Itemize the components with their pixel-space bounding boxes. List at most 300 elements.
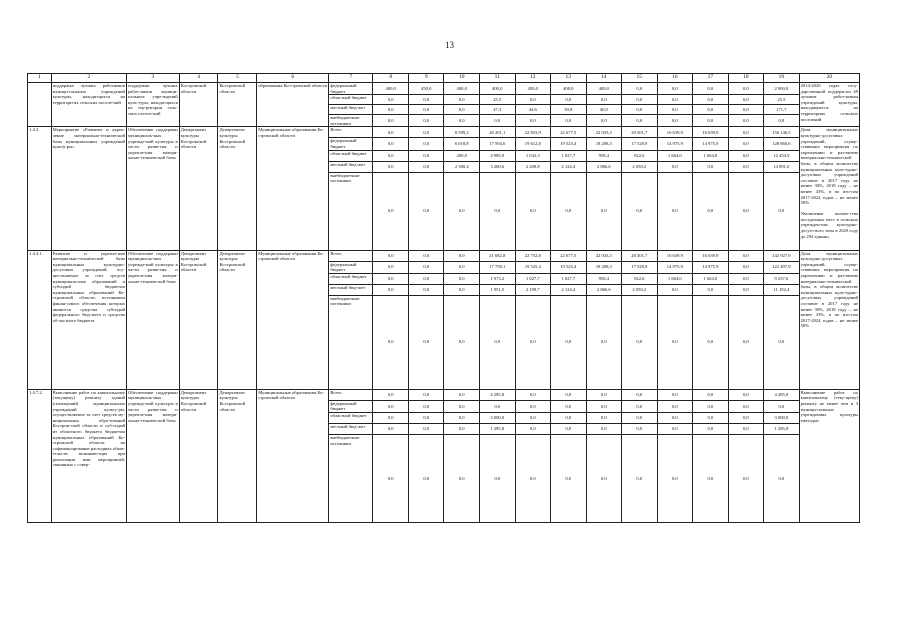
amount-cell: 0,0 <box>693 412 729 423</box>
amount-cell: 0,0 <box>622 389 658 400</box>
amount-cell: 0,0 <box>728 115 764 127</box>
amount-cell: 0,0 <box>373 138 409 150</box>
amount-cell: 0,0 <box>586 172 622 250</box>
amount-cell: 0,0 <box>444 295 480 389</box>
column-number: 16 <box>657 74 693 83</box>
amount-cell: 22 677,5 <box>551 250 587 261</box>
co-executor-cell-text: Департамент культуры Костромской области <box>219 250 246 273</box>
amount-cell: 3 260,6 <box>479 161 515 172</box>
amount-cell: 19 525,4 <box>515 261 551 273</box>
amount-cell: 0,0 <box>444 105 480 115</box>
amount-cell: 0,0 <box>444 115 480 127</box>
amount-cell: 0,0 <box>693 284 729 295</box>
amount-cell: 0,0 <box>764 434 800 522</box>
amount-cell: 6 018,8 <box>444 138 480 150</box>
funding-source-cell: областной бюджет <box>329 412 373 423</box>
amount-cell: 1 285,8 <box>479 423 515 434</box>
amount-cell: 0,0 <box>408 389 444 400</box>
amount-cell: 2 900,0 <box>764 83 800 95</box>
co-executor-cell-text: Костромской области <box>219 83 246 94</box>
amount-cell: 156 146,5 <box>764 127 800 138</box>
amount-cell: 400,0 <box>373 83 409 95</box>
amount-cell: 0,0 <box>408 161 444 172</box>
amount-cell: 0,0 <box>586 423 622 434</box>
amount-cell: 0,0 <box>728 105 764 115</box>
funding-source-cell: внебюджетные источники <box>329 295 373 389</box>
amount-cell: 450,0 <box>408 83 444 95</box>
goal-cell <box>127 389 180 522</box>
column-number: 3 <box>127 74 180 83</box>
amount-cell: 0,0 <box>657 105 693 115</box>
amount-cell: 0,0 <box>657 172 693 250</box>
amount-cell: 0,0 <box>586 389 622 400</box>
amount-cell: 0,0 <box>728 273 764 284</box>
table-row <box>28 250 860 261</box>
amount-cell: 0,0 <box>373 105 409 115</box>
amount-cell: 0,0 <box>479 172 515 250</box>
amount-cell: 25,5 <box>764 95 800 105</box>
amount-cell: 0,0 <box>586 295 622 389</box>
responsible-cell <box>179 250 218 389</box>
item-number-cell <box>28 83 52 127</box>
amount-cell: 0,0 <box>408 105 444 115</box>
funding-source-cell: областной бюджет <box>329 95 373 105</box>
responsible-cell-text: Костромской области <box>180 83 207 94</box>
amount-cell: 0,0 <box>622 172 658 250</box>
funding-source-cell: федеральный бюджет <box>329 83 373 95</box>
amount-cell: 22 833,9 <box>515 127 551 138</box>
activity-name-cell-text: Мероприятие «Развитие и укреп-ление материально-технической базы муниципальных учреждений культу-ры» <box>52 127 125 150</box>
amount-cell: 0,0 <box>373 150 409 161</box>
amount-cell: 2 050,2 <box>622 284 658 295</box>
activity-name-cell <box>51 389 126 522</box>
amount-cell: 47,3 <box>479 105 515 115</box>
amount-cell: 0,0 <box>408 172 444 250</box>
amount-cell: 0,0 <box>551 115 587 127</box>
column-number: 12 <box>515 74 551 83</box>
amount-cell: 0,0 <box>373 434 409 522</box>
amount-cell: 40,0 <box>586 105 622 115</box>
amount-cell: 0,0 <box>657 412 693 423</box>
column-number: 17 <box>693 74 729 83</box>
item-number-cell-text: 1.4.3.1. <box>29 250 43 256</box>
amount-cell: 1 973,2 <box>479 273 515 284</box>
amount-cell: 17 528,9 <box>622 261 658 273</box>
amount-cell: 9 237,6 <box>764 273 800 284</box>
funding-source-cell: местный бюд-жет <box>329 161 373 172</box>
amount-cell: 0,0 <box>622 295 658 389</box>
amount-cell: 0,0 <box>728 284 764 295</box>
amount-cell: 0,0 <box>728 389 764 400</box>
amount-cell: 0,0 <box>444 412 480 423</box>
amount-cell: 2 208,8 <box>515 161 551 172</box>
amount-cell: 17 528,9 <box>622 138 658 150</box>
amount-cell: 19 525,4 <box>551 138 587 150</box>
amount-cell: 0,0 <box>444 423 480 434</box>
amount-cell: 0,0 <box>408 261 444 273</box>
amount-cell: 0,0 <box>657 423 693 434</box>
amount-cell: 0,0 <box>373 273 409 284</box>
amount-cell: 0,0 <box>728 423 764 434</box>
amount-cell: 2 199,7 <box>515 284 551 295</box>
amount-cell: 1 285,8 <box>764 423 800 434</box>
amount-cell: 16 639,9 <box>693 250 729 261</box>
amount-cell: 958,4 <box>586 273 622 284</box>
expected-result-text: 2014-2020 годах госу-дарственной поддерж-ки 49 лучшим работ-никам учреждений культуры, находящим-ся на территориях сельских поселений <box>800 83 858 122</box>
amount-cell: 200,0 <box>444 150 480 161</box>
amount-cell: 0,0 <box>764 295 800 389</box>
item-number-cell <box>28 250 52 389</box>
amount-cell: 16 639,9 <box>657 127 693 138</box>
amount-cell: 0,0 <box>515 423 551 434</box>
item-number-cell <box>28 127 52 250</box>
column-number: 5 <box>218 74 257 83</box>
amount-cell: 0,0 <box>693 295 729 389</box>
funding-source-cell: внебюджетные источники <box>329 172 373 250</box>
amount-cell: 0,0 <box>444 172 480 250</box>
amount-cell: 0,0 <box>657 400 693 412</box>
amount-cell: 0,0 <box>551 389 587 400</box>
amount-cell: 1 664,0 <box>693 273 729 284</box>
amount-cell: 44,6 <box>515 105 551 115</box>
amount-cell: 0,0 <box>657 295 693 389</box>
amount-cell: 0,0 <box>693 161 729 172</box>
amount-cell: 0,0 <box>622 423 658 434</box>
amount-cell: 4 285,8 <box>479 389 515 400</box>
column-number: 10 <box>444 74 480 83</box>
amount-cell: 20 501,7 <box>622 127 658 138</box>
amount-cell: 1 027,7 <box>515 273 551 284</box>
amount-cell: 0,0 <box>693 389 729 400</box>
column-number: 13 <box>551 74 587 83</box>
column-number: 6 <box>257 74 329 83</box>
funding-source-cell: внебюджетные источники <box>329 115 373 127</box>
amount-cell: 0,0 <box>586 400 622 412</box>
expected-result-text: Выполнение работ по капитальному (теку-щему) ремонту не менее чем в 3 муници-пальных учреждениях культуры ежегодно <box>800 389 858 423</box>
amount-cell: 0,0 <box>515 172 551 250</box>
column-number: 2 <box>51 74 126 83</box>
amount-cell: 958,4 <box>586 150 622 161</box>
amount-cell: 0,0 <box>657 161 693 172</box>
amount-cell: 0,0 <box>408 127 444 138</box>
amount-cell: 400,0 <box>551 83 587 95</box>
amount-cell: 25,5 <box>479 95 515 105</box>
amount-cell: 0,0 <box>444 284 480 295</box>
column-number: 4 <box>179 74 218 83</box>
amount-cell: 0,0 <box>373 412 409 423</box>
co-executor-cell <box>218 83 257 127</box>
amount-cell: 22 752,8 <box>515 250 551 261</box>
amount-cell: 1 951,5 <box>479 284 515 295</box>
amount-cell: 0,0 <box>444 434 480 522</box>
participant-cell <box>257 389 329 522</box>
amount-cell: 1 664,0 <box>657 150 693 161</box>
amount-cell: 0,0 <box>622 105 658 115</box>
column-number: 7 <box>329 74 373 83</box>
amount-cell: 22 033,3 <box>586 127 622 138</box>
column-number: 14 <box>586 74 622 83</box>
co-executor-cell-text: Департамент культуры Костромской области <box>219 127 246 150</box>
funding-source-cell: Всего <box>329 127 373 138</box>
funding-source-cell: областной бюджет <box>329 273 373 284</box>
amount-cell: 0,0 <box>408 273 444 284</box>
activity-name-cell-text: поддержка лучших работников муници-пальных учреждений культуры, находя-щихся на территори-ях сельских поселе-ний <box>52 83 125 105</box>
amount-cell: 0,0 <box>728 434 764 522</box>
amount-cell: 0,0 <box>444 261 480 273</box>
amount-cell: 171,7 <box>764 105 800 115</box>
amount-cell: 1 027,7 <box>551 150 587 161</box>
amount-cell: 0,0 <box>515 389 551 400</box>
amount-cell: 2 380,4 <box>444 161 480 172</box>
amount-cell: 0,0 <box>764 400 800 412</box>
expected-result-cell <box>799 250 859 389</box>
amount-cell: 19 612,8 <box>515 138 551 150</box>
amount-cell: 14 975,9 <box>693 261 729 273</box>
amount-cell: 0,0 <box>551 95 587 105</box>
amount-cell: 0,0 <box>373 161 409 172</box>
participant-cell <box>257 127 329 250</box>
amount-cell: 0,0 <box>444 400 480 412</box>
responsible-cell <box>179 83 218 127</box>
amount-cell: 0,0 <box>586 412 622 423</box>
amount-cell: 21 682,8 <box>479 250 515 261</box>
amount-cell: 0,0 <box>373 95 409 105</box>
amount-cell: 0,0 <box>586 95 622 105</box>
amount-cell: 0,0 <box>622 95 658 105</box>
item-number-cell-text: 1.4.3. <box>29 127 40 133</box>
amount-cell: 922,6 <box>622 150 658 161</box>
goal-cell-text: Обеспечение поддержки муниципаль-ных учрежде-ний культуры в части разви-тия и укрепле-ния матери-ально-технической базы <box>128 389 178 423</box>
co-executor-cell <box>218 127 257 250</box>
amount-cell: 16 639,9 <box>657 250 693 261</box>
amount-cell: 0,0 <box>728 95 764 105</box>
amount-cell: 400,0 <box>586 83 622 95</box>
amount-cell: 14 975,9 <box>657 138 693 150</box>
responsible-cell-text: Департамент культуры Костромской области <box>180 389 207 412</box>
table-row <box>28 83 860 95</box>
amount-cell: 0,0 <box>657 284 693 295</box>
amount-cell: 0,0 <box>693 115 729 127</box>
amount-cell: 3 000,0 <box>764 412 800 423</box>
column-number: 20 <box>799 74 859 83</box>
amount-cell: 22 033,3 <box>586 250 622 261</box>
amount-cell: 450,0 <box>515 83 551 95</box>
funding-source-cell: федеральный бюджет <box>329 138 373 150</box>
item-number-cell <box>28 389 52 522</box>
goal-cell <box>127 83 180 127</box>
amount-cell: 0,0 <box>764 172 800 250</box>
amount-cell: 0,0 <box>586 115 622 127</box>
amount-cell: 0,0 <box>551 423 587 434</box>
amount-cell: 0,0 <box>515 434 551 522</box>
amount-cell: 17 758,1 <box>479 261 515 273</box>
amount-cell: 0,0 <box>622 412 658 423</box>
funding-source-cell: местный бюд-жет <box>329 105 373 115</box>
column-number: 19 <box>764 74 800 83</box>
amount-cell: 0,0 <box>728 172 764 250</box>
amount-cell: 0,0 <box>444 250 480 261</box>
amount-cell: 0,0 <box>479 115 515 127</box>
amount-cell: 0,0 <box>693 83 729 95</box>
goal-cell <box>127 250 180 389</box>
amount-cell: 0,0 <box>551 412 587 423</box>
column-number: 1 <box>28 74 52 83</box>
amount-cell: 0,0 <box>444 389 480 400</box>
amount-cell: 4 285,8 <box>764 389 800 400</box>
co-executor-cell-text: Департамент культуры Костромской области <box>219 389 246 412</box>
funding-source-cell: внебюджетные источники <box>329 434 373 522</box>
responsible-cell-text: Департамент культуры Костромской области <box>180 250 207 273</box>
responsible-cell <box>179 127 218 250</box>
amount-cell: 2 124,4 <box>551 284 587 295</box>
participant-cell-text: образования Ко-стромской области <box>258 83 328 88</box>
amount-cell: 0,0 <box>728 150 764 161</box>
funding-source-cell: областной бюджет <box>329 150 373 161</box>
amount-cell: 0,0 <box>408 150 444 161</box>
column-number: 11 <box>479 74 515 83</box>
amount-cell: 400,0 <box>479 83 515 95</box>
amount-cell: 16 639,9 <box>693 127 729 138</box>
amount-cell: 0,0 <box>551 400 587 412</box>
funding-source-cell: федеральный бюджет <box>329 261 373 273</box>
amount-cell: 0,0 <box>408 138 444 150</box>
amount-cell: 0,0 <box>373 172 409 250</box>
amount-cell: 0,0 <box>728 400 764 412</box>
amount-cell: 0,0 <box>373 284 409 295</box>
participant-cell <box>257 250 329 389</box>
amount-cell: 0,0 <box>622 115 658 127</box>
amount-cell: 0,0 <box>444 273 480 284</box>
amount-cell: 0,0 <box>408 115 444 127</box>
amount-cell: 0,0 <box>693 434 729 522</box>
activity-name-cell <box>51 127 126 250</box>
amount-cell: 0,0 <box>373 127 409 138</box>
amount-cell: 1 032,3 <box>515 150 551 161</box>
co-executor-cell <box>218 250 257 389</box>
amount-cell: 0,0 <box>586 434 622 522</box>
amount-cell: 0,0 <box>693 172 729 250</box>
amount-cell: 12 454,9 <box>764 150 800 161</box>
participant-cell-text: Муниципальные образования Ко-стромской области <box>258 250 325 262</box>
amount-cell: 1 027,7 <box>551 273 587 284</box>
goal-cell-text: поддержки лучших работ-ников муници-пальных учре-ждений куль-туры, находя-щихся на тер-ритории сель-ских поселе-ний <box>128 83 178 116</box>
amount-cell: 0,0 <box>408 295 444 389</box>
amount-cell: 0,0 <box>373 295 409 389</box>
amount-cell: 26 201,1 <box>479 127 515 138</box>
goal-cell <box>127 127 180 250</box>
column-number: 9 <box>408 74 444 83</box>
amount-cell: 400,0 <box>444 83 480 95</box>
amount-cell: 18 208,3 <box>586 261 622 273</box>
amount-cell: 0,0 <box>622 400 658 412</box>
amount-cell: 0,0 <box>728 127 764 138</box>
amount-cell: 0,0 <box>551 172 587 250</box>
amount-cell: 11 192,4 <box>764 284 800 295</box>
amount-cell: 39,8 <box>551 105 587 115</box>
amount-cell: 122 497,9 <box>764 261 800 273</box>
amount-cell: 0,0 <box>373 423 409 434</box>
amount-cell: 14 975,9 <box>657 261 693 273</box>
activity-name-cell <box>51 250 126 389</box>
column-number-row <box>28 74 860 83</box>
amount-cell: 0,0 <box>373 250 409 261</box>
amount-cell: 1 664,0 <box>693 150 729 161</box>
amount-cell: 0,0 <box>515 400 551 412</box>
amount-cell: 8 599,2 <box>444 127 480 138</box>
amount-cell: 0,0 <box>515 95 551 105</box>
amount-cell: 0,0 <box>728 83 764 95</box>
amount-cell: 2 050,2 <box>622 161 658 172</box>
amount-cell: 0,0 <box>657 389 693 400</box>
responsible-cell <box>179 389 218 522</box>
amount-cell: 2 124,4 <box>551 161 587 172</box>
amount-cell: 14 891,0 <box>764 161 800 172</box>
expected-result-cell <box>799 127 859 250</box>
goal-cell-text: Обеспечение поддержки муниципаль-ных учрежде-ний культуры в части разви-тия и укрепле-ния матери-ально-технической базы <box>128 250 178 284</box>
amount-cell: 0,0 <box>408 284 444 295</box>
goal-cell-text: Обеспечение поддержки муниципаль-ных учрежде-ний культуры в части разви-тия и укрепле-ния матери-ально-технической базы <box>128 127 178 161</box>
item-number-cell-text: 1.4.7.2. <box>29 389 43 395</box>
activity-name-cell-text: Выполнение работ по капитальному (текущему) ремонту зданий (помещений) муниципальных учреждений культу-ры, осуществляемое за счет средств му-ниципальных обра-зований Костром-ской области и суб-сидий из областного бюджета бюджетам муниципальных образований Ко-стромской области на софинансирование расходных обяза-тельств, возникаю-щих при реализации ими мероприятий, связанных с совер- <box>52 389 125 468</box>
amount-cell: 18 208,3 <box>586 138 622 150</box>
amount-cell: 0,0 <box>728 261 764 273</box>
amount-cell: 0,0 <box>479 295 515 389</box>
amount-cell: 0,0 <box>479 434 515 522</box>
amount-cell: 0,0 <box>408 423 444 434</box>
participant-cell-text: Муниципальные образования Ко-стромской области <box>258 389 325 401</box>
funding-source-cell: федеральный бюджет <box>329 400 373 412</box>
amount-cell: 0,0 <box>728 161 764 172</box>
amount-cell: 0,0 <box>479 400 515 412</box>
funding-source-cell: местный бюд-жет <box>329 284 373 295</box>
activity-name-cell-text: Развитие и укрепле-ние материально-технической базы муниципальных культурно-досуговых учреждений, осу-ществляемое за счет средств муниципаль-ных образований и субсидий бюджетам муниципальных образований Ко-стромской области, источником финан-сового обеспечения которых являются средства субсидий федерального бюд-жета и средства об-ластного бюджета <box>52 250 125 323</box>
amount-cell: 0,0 <box>693 105 729 115</box>
amount-cell: 1 664,0 <box>657 273 693 284</box>
amount-cell: 0,0 <box>693 95 729 105</box>
co-executor-cell <box>218 389 257 522</box>
expected-result-text: Доля муниципальных культурно-досуговых учреждений, осуще-ствивших мероприятия по укреплению и раз-витию материально-технической базы, в общем количестве муниципальных куль-турно-досуговых учреждений составит в 2017 году не менее 30%, 2018 году – не менее 33%, в по ито-гам 2017-2024 годов – не менее 50%. Увеличение количе-ства посадочных мест в сельских учрежден-иях культурно-досуго-вого типа в 2020 году до 294 единиц <box>800 127 858 239</box>
funding-source-cell: Всего <box>329 389 373 400</box>
amount-cell: 0,0 <box>657 115 693 127</box>
amount-cell: 22 677,5 <box>551 127 587 138</box>
amount-cell: 0,0 <box>373 389 409 400</box>
responsible-cell-text: Департамент культуры Костромской области <box>180 127 207 150</box>
amount-cell: 0,0 <box>408 400 444 412</box>
amount-cell: 19 525,4 <box>551 261 587 273</box>
participant-cell-text: Муниципальные образования Ко-стромской области <box>258 127 325 138</box>
expected-result-cell <box>799 389 859 522</box>
amount-cell: 0,0 <box>622 83 658 95</box>
amount-cell: 0,0 <box>408 412 444 423</box>
amount-cell: 3 000,0 <box>479 412 515 423</box>
amount-cell: 0,0 <box>444 95 480 105</box>
amount-cell: 0,0 <box>515 412 551 423</box>
amount-cell: 0,0 <box>657 434 693 522</box>
amount-cell: 922,6 <box>622 273 658 284</box>
amount-cell: 0,0 <box>551 434 587 522</box>
amount-cell: 0,0 <box>657 95 693 105</box>
table-row <box>28 127 860 138</box>
table-row <box>28 389 860 400</box>
amount-cell: 2 866,6 <box>586 161 622 172</box>
column-number: 18 <box>728 74 764 83</box>
column-number: 8 <box>373 74 409 83</box>
activity-name-cell <box>51 83 126 127</box>
participant-cell <box>257 83 329 127</box>
page-number: 13 <box>445 40 454 50</box>
amount-cell: 128 860,6 <box>764 138 800 150</box>
amount-cell: 14 975,9 <box>693 138 729 150</box>
